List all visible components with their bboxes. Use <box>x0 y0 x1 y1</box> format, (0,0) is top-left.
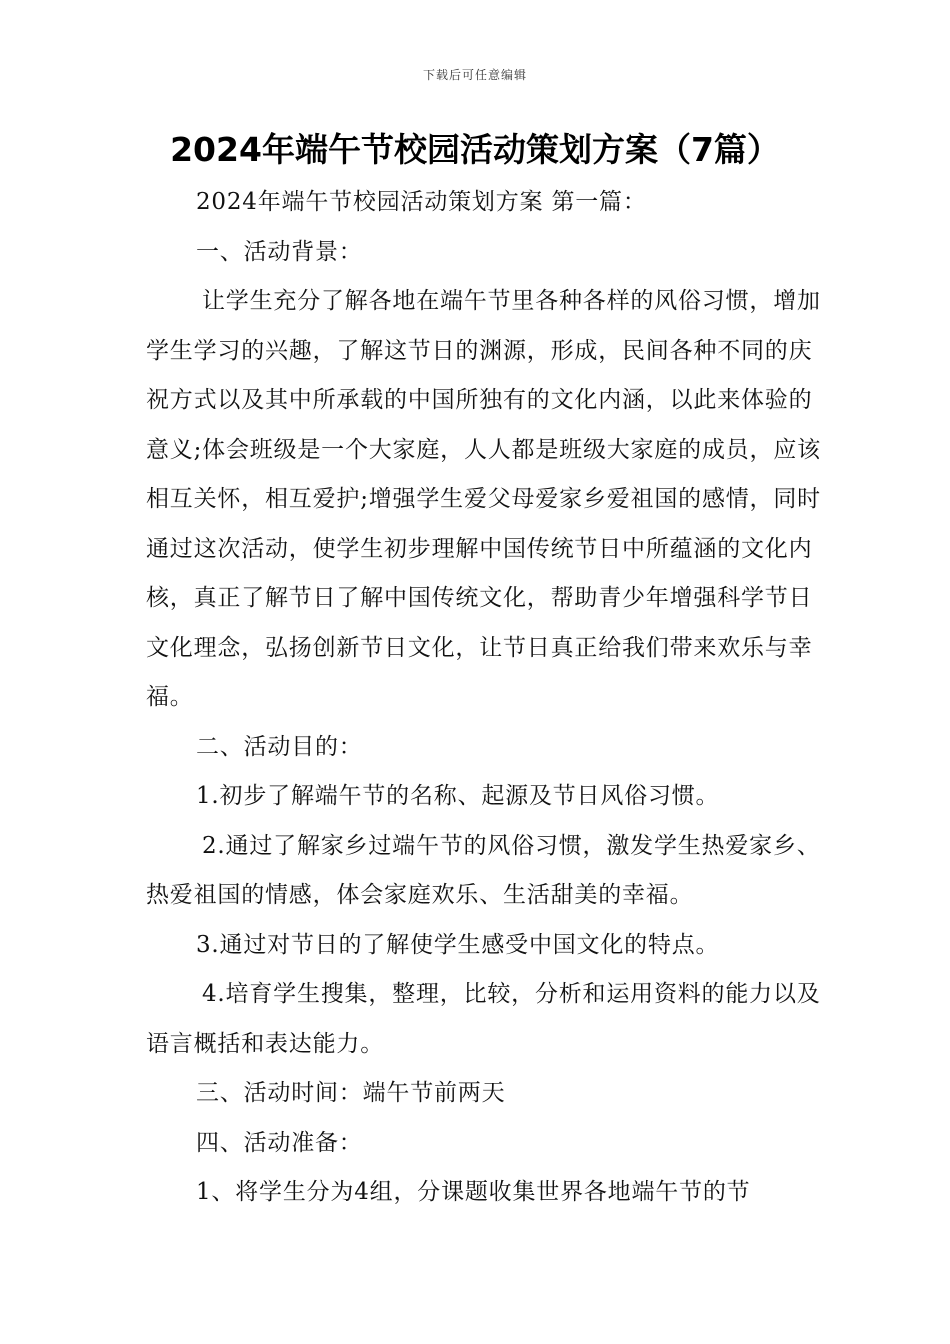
section-heading-purpose: 二、活动目的： <box>196 733 363 760</box>
section-heading-preparation: 四、活动准备： <box>196 1129 363 1156</box>
section-heading-background: 一、活动背景： <box>196 238 363 265</box>
section-subtitle: 2024年端午节校园活动策划方案 第一篇： <box>196 189 647 215</box>
list-item-purpose-4: 4.培育学生搜集，整理，比较，分析和运用资料的能力以及语言概括和表达能力。 <box>146 981 821 1057</box>
header-note: 下载后可任意编辑 <box>422 68 527 82</box>
section-heading-time: 三、活动时间：端午节前两天 <box>196 1080 506 1106</box>
list-item-purpose-1: 1.初步了解端午节的名称、起源及节日风俗习惯。 <box>196 783 720 809</box>
list-item-purpose-3: 3.通过对节日的了解使学生感受中国文化的特点。 <box>196 931 720 958</box>
paragraph-background: 让学生充分了解各地在端午节里各种各样的风俗习惯，增加学生学习的兴趣，了解这节日的渊源，形成，民间各种不同的庆祝方式以及其中所承载的中国所独有的文化内涵，以此来体验的意义;体会班级是一个大家庭，人人都是班级大家庭的成员，应该相互关怀，相互爱护;增强学生爱父母爱家乡爱祖国的感情，同时通过这次活动，使学生初步理解中国传统节日中所蕴涵的文化内核，真正了解节日了解中国传统文化，帮助青少年增强科学节日文化理念，弘扬创新节日文化，让节日真正给我们带来欢乐与幸福。 <box>146 288 821 710</box>
document-body <box>146 178 826 1218</box>
list-item-preparation-1: 1、将学生分为4组，分课题收集世界各地端午节的节 <box>196 1179 751 1205</box>
document-title: 2024年端午节校园活动策划方案（7篇） <box>170 130 780 169</box>
list-item-purpose-2: 2.通过了解家乡过端午节的风俗习惯，激发学生热爱家乡、热爱祖国的情感，体会家庭欢乐、生活甜美的幸福。 <box>146 832 821 908</box>
